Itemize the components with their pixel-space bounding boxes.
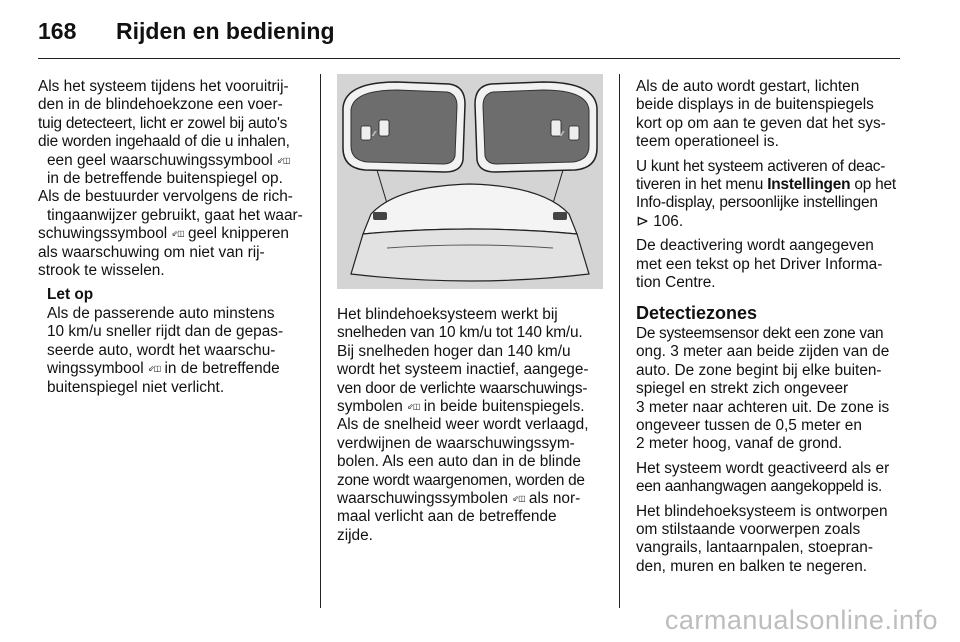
section-heading: Detectiezones [636, 303, 758, 324]
text-line: Als de bestuurder vervolgens de rich- [38, 188, 293, 206]
text-line: De deactivering wordt aangegeven [636, 237, 874, 255]
text-line: om stilstaande voorwerpen zoals [636, 520, 861, 538]
right-column [636, 78, 902, 582]
menu-name-instellingen: Instellingen [767, 176, 851, 194]
text-line: tiveren in het menu [636, 176, 764, 194]
text-line: den, muren en balken te negeren. [636, 557, 868, 575]
blind-spot-warning-icon: ⇙◫ [512, 494, 525, 504]
text-line: seerde auto, wordt het waarschu- [47, 341, 276, 359]
column-divider-right [619, 74, 620, 608]
text-line: verdwijnen de waarschuwingssym- [337, 434, 575, 452]
text-line: in de betreffende buitenspiegel op. [47, 170, 283, 188]
note-box [38, 286, 304, 396]
left-mirror [343, 82, 465, 172]
text-line: tuig detecteert, licht er zowel bij auto's [38, 114, 288, 132]
middle-paragraph [337, 306, 607, 545]
text-line: beide displays in de buitenspiegels [636, 96, 874, 114]
text-line: kort op om aan te geven dat het sys- [636, 114, 886, 132]
text-line: U kunt het systeem activeren of deac- [636, 157, 886, 175]
text-line: Info-display, persoonlijke instellingen [636, 194, 878, 212]
text-line: een aanhangwagen aangekoppeld is. [636, 478, 882, 496]
text-line: vangrails, lantaarnpalen, stoepran- [636, 539, 873, 557]
blind-spot-warning-icon: ⇙◫ [147, 364, 161, 374]
text-line: op het [854, 176, 896, 194]
text-line: als nor- [528, 490, 581, 508]
text-line: wingssymbool [47, 360, 144, 378]
text-line: wordt het systeem inactief, aangege- [337, 361, 589, 379]
text-line: schuwingssymbool [38, 225, 168, 243]
text-line: bolen. Als een auto dan in de blinde [337, 453, 581, 471]
text-line: teem operationeel is. [636, 133, 779, 151]
text-line: auto. De zone begint bij elke buiten- [636, 361, 882, 379]
text-line: Als het systeem tijdens het vooruitrij- [38, 78, 289, 95]
text-line: Als de snelheid weer wordt verlaagd, [337, 416, 589, 434]
text-line: ven door de verlichte waarschuwings- [337, 379, 588, 397]
left-paragraph-1 [38, 78, 304, 280]
text-line: strook te wisselen. [38, 262, 165, 280]
text-line: die worden ingehaald of die u inhalen, [38, 133, 290, 151]
note-title: Let op [47, 286, 94, 304]
text-line: Als de auto wordt gestart, lichten [636, 78, 860, 95]
right-paragraph-1 [636, 78, 902, 152]
middle-column [337, 306, 607, 551]
text-line: zijde. [337, 526, 373, 544]
page-reference-arrow-icon: ⊳ [636, 212, 649, 230]
page-number: 168 [38, 18, 77, 44]
right-paragraph-2 [636, 158, 902, 232]
text-line: De systeemsensor dekt een zone van [636, 324, 884, 342]
text-line: in beide buitenspiegels. [423, 398, 585, 416]
text-line: buitenspiegel niet verlicht. [47, 378, 225, 396]
text-line: Het blindehoeksysteem is ontworpen [636, 502, 888, 520]
text-line: ong. 3 meter aan beide zijden van de [636, 343, 890, 361]
text-line: zone wordt waargenomen, worden de [337, 471, 585, 489]
column-divider-left [320, 74, 321, 608]
right-paragraph-5 [636, 460, 902, 497]
running-title: Rijden en bediening [116, 18, 335, 44]
left-column [38, 78, 304, 397]
text-line: met een tekst op het Driver Informa- [636, 255, 883, 273]
text-line: Het blindehoeksysteem werkt bij [337, 306, 558, 323]
blind-spot-warning-icon: ⇙◫ [407, 402, 420, 412]
text-line: 2 meter hoog, vanaf de grond. [636, 435, 843, 453]
text-line: als waarschuwing om niet van rij- [38, 243, 265, 261]
text-line: symbolen [337, 398, 403, 416]
text-line: tion Centre. [636, 274, 716, 292]
text-line: ongeveer tussen de 0,5 meter en [636, 416, 862, 434]
text-line: den in de blindehoekzone een voer- [38, 96, 283, 114]
mirror-illustration [337, 74, 603, 289]
text-line: spiegel en strekt zich ongeveer [636, 380, 849, 398]
right-paragraph-3 [636, 237, 902, 292]
page-header [38, 16, 898, 52]
mirror-illustration-svg [337, 74, 603, 289]
svg-text:⁄⁄: ⁄⁄ [561, 130, 564, 138]
text-line: Het systeem wordt geactiveerd als er [636, 459, 890, 477]
text-line: een geel waarschuwingssymbool [47, 151, 273, 169]
right-mirror [475, 82, 597, 172]
text-line: 3 meter naar achteren uit. De zone is [636, 398, 890, 416]
text-line: tingaanwijzer gebruikt, gaat het waar- [47, 206, 303, 224]
text-line: waarschuwingssymbolen [337, 490, 509, 508]
text-line: Als de passerende auto minstens [47, 304, 275, 322]
header-rule [38, 58, 900, 59]
text-line: geel knipperen [188, 225, 289, 243]
svg-text:⁄⁄: ⁄⁄ [373, 130, 376, 138]
right-paragraph-6 [636, 503, 902, 577]
text-line: Bij snelheden hoger dan 140 km/u [337, 342, 571, 360]
blind-spot-warning-icon: ⇙◫ [277, 155, 290, 165]
text-line: in de betreffende [164, 360, 280, 378]
blind-spot-warning-icon: ⇙◫ [171, 229, 184, 239]
page-reference: 106. [653, 212, 684, 230]
text-line: 10 km/u sneller rijdt dan de gepas- [47, 323, 284, 341]
watermark[interactable]: carmanualsonline.info [664, 605, 938, 635]
text-line: maal verlicht aan de betreffende [337, 508, 557, 526]
right-paragraph-4 [636, 325, 902, 454]
text-line: snelheden van 10 km/u tot 140 km/u. [337, 324, 583, 342]
